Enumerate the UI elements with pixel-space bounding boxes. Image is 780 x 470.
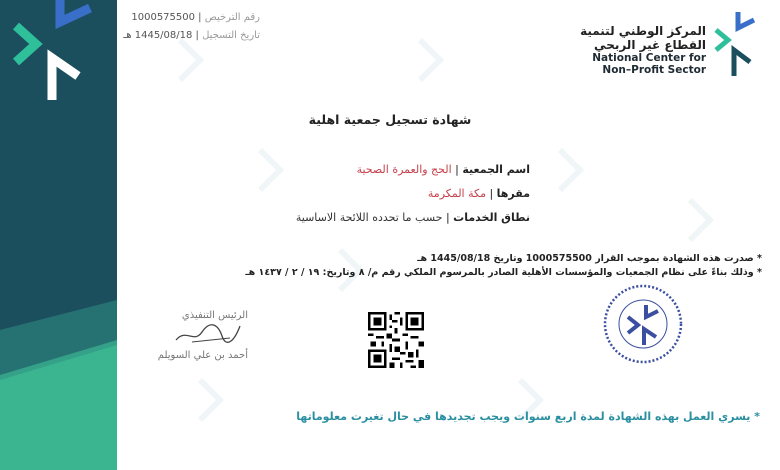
field-service-scope: نطاق الخدمات | حسب ما تحدده اللائحة الاساسية bbox=[295, 211, 530, 224]
org-name-ar-2: القطاع غير الربحي bbox=[594, 38, 706, 52]
field-value: مكة المكرمة bbox=[427, 187, 486, 200]
org-brand bbox=[580, 24, 706, 76]
field-value: حسب ما تحدده اللائحة الاساسية bbox=[295, 211, 443, 224]
field-association-name: اسم الجمعية | الحج والعمرة الصحية bbox=[356, 163, 530, 176]
license-info: رقم الترخيص | 1000575500 تاريخ التسجيل | 1445/08/18 هـ bbox=[123, 12, 260, 41]
license-label: رقم الترخيص bbox=[204, 12, 260, 23]
field-value: الحج والعمرة الصحية bbox=[356, 163, 452, 176]
signatory-title: الرئيس التنفيذي bbox=[181, 310, 248, 321]
org-name-ar-1: المركز الوطني لتنمية bbox=[580, 24, 706, 38]
side-logo-icon bbox=[12, 0, 97, 105]
org-logo-icon bbox=[710, 10, 760, 80]
qr-code[interactable] bbox=[368, 312, 424, 368]
field-key: نطاق الخدمات bbox=[453, 211, 530, 224]
signatory-name: أحمد بن علي السويلم bbox=[157, 350, 248, 361]
note-decision: * صدرت هذه الشهادة بموجب القرار 1000575500 وتاريخ 1445/08/18 هـ bbox=[417, 253, 762, 264]
field-headquarters: مقرها | مكة المكرمة bbox=[427, 187, 530, 200]
license-number: 1000575500 bbox=[131, 12, 195, 23]
certificate-title: شهادة تسجيل جمعية اهلية bbox=[308, 112, 472, 127]
field-key: مقرها bbox=[496, 187, 530, 200]
certificate-notes bbox=[245, 252, 762, 280]
org-name-en-2: Non–Profit Sector bbox=[602, 64, 706, 76]
registration-date: 1445/08/18 هـ bbox=[123, 30, 193, 41]
field-key: اسم الجمعية bbox=[462, 163, 530, 176]
handwritten-signature bbox=[172, 318, 244, 348]
registration-label: تاريخ التسجيل bbox=[202, 30, 260, 41]
org-name-en-1: National Center for bbox=[592, 52, 706, 64]
validity-note: * يسري العمل بهذه الشهادة لمدة اربع سنوات ويجب تجديدها في حال تغيرت معلوماتها bbox=[296, 410, 760, 423]
official-seal-icon bbox=[602, 283, 684, 365]
note-regulation: * وذلك بناءً على نظام الجمعيات والمؤسسات الأهلية الصادر بالمرسوم الملكي رقم م/ ٨ وتاريخ: ١٩ / ٢ / ١٤٣٧ هـ bbox=[245, 267, 762, 278]
